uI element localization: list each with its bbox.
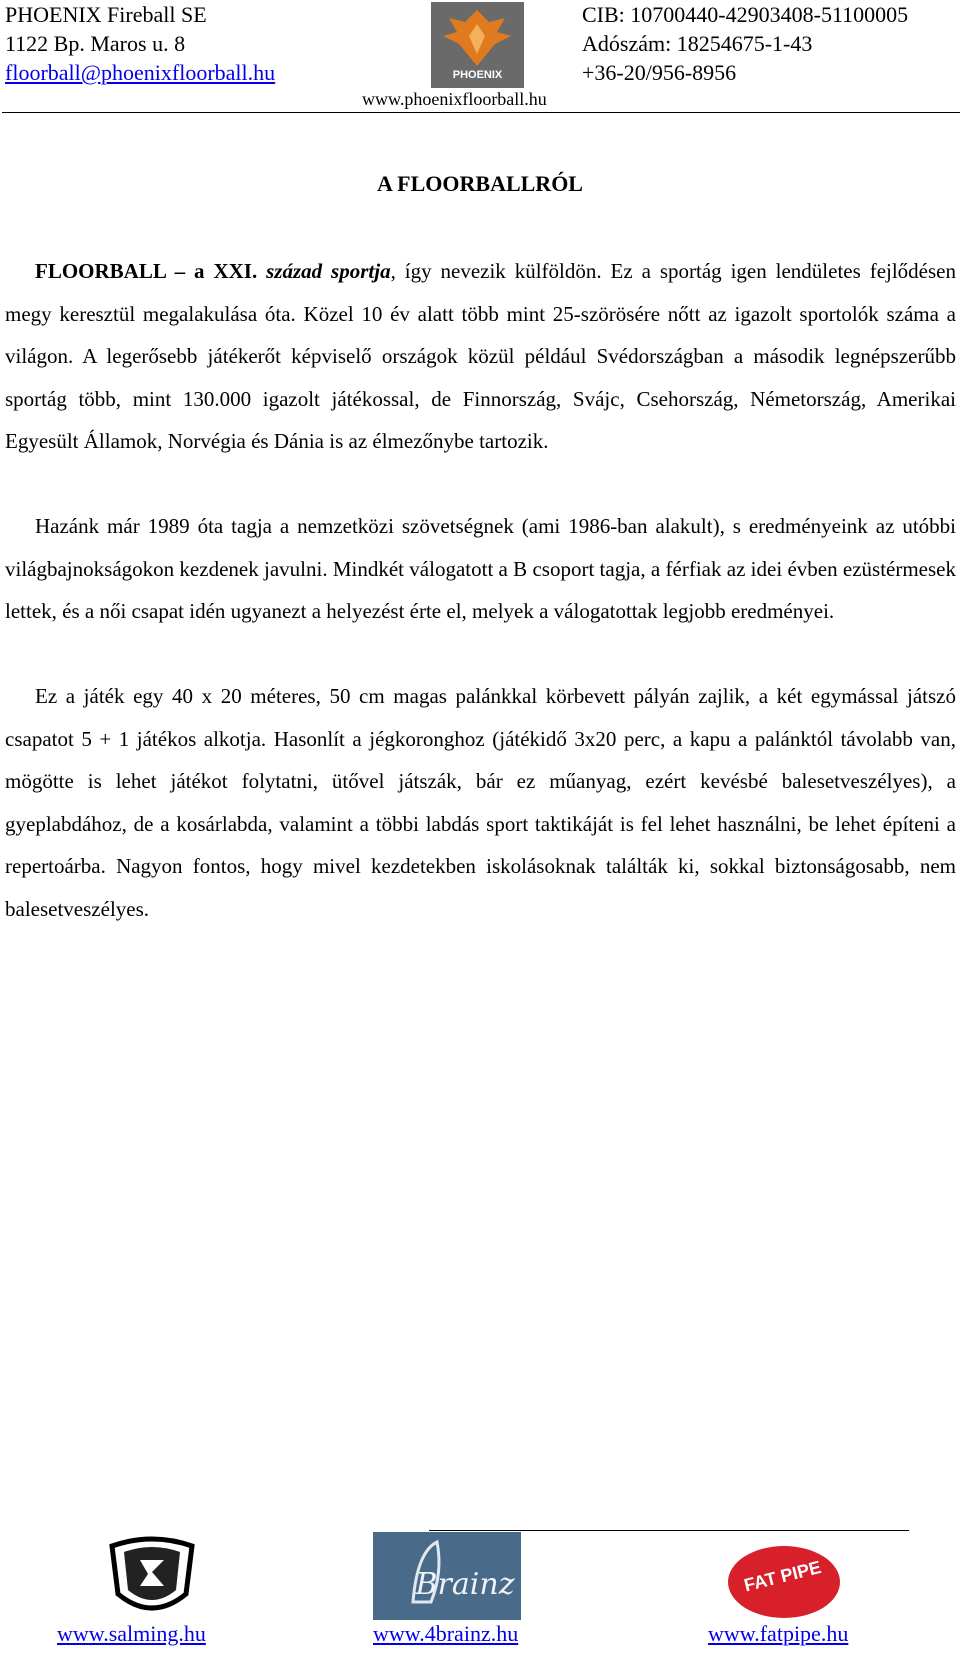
- p1-bold-lead: FLOORBALL – a XXI.: [35, 259, 258, 283]
- org-address: 1122 Bp. Maros u. 8: [5, 31, 186, 56]
- org-email-link[interactable]: floorball@phoenixfloorball.hu: [5, 60, 276, 85]
- phone-number: +36-20/956-8956: [582, 60, 737, 85]
- phoenix-logo: [431, 2, 524, 88]
- page-title: A FLOORBALLRÓL: [377, 171, 583, 196]
- paragraph-2: Hazánk már 1989 óta tagja a nemzetközi szövetségnek (ami 1986-ban alakult), s eredményeink az utóbbi világbajnokságokon kezdenek javulni. Mindkét válogatott a B csoport tagja, a férfiak az idei évben ezüstérmesek lettek, és a női csapat idén ugyanezt a helyezést érte el, melyek a válogatottak legjobb eredményei.: [5, 514, 956, 623]
- 4brainz-logo-text: Brainz: [415, 1567, 515, 1602]
- 4brainz-link[interactable]: www.4brainz.hu: [373, 1621, 519, 1646]
- p1-bold-italic: század sportja: [266, 259, 391, 283]
- website-text: www.phoenixfloorball.hu: [362, 89, 547, 109]
- footer-divider: [429, 1530, 909, 1531]
- phoenix-logo-text: PHOENIX: [452, 69, 503, 81]
- paragraph-3: Ez a játék egy 40 x 20 méteres, 50 cm magas palánkkal körbevett pályán zajlik, a két egymással játszó csapatot 5 + 1 játékos alkotja. Hasonlít a jégkoronghoz (játékidő 3x20 perc, a kapu a palánktól távolabb van, mögötte is lehet játékot folytatni, ütővel játszák, bár ez műanyag, ezért kevésbé balesetveszélyes), a gyeplabdához, de a kosárlabda, valamint a többi labdás sport taktikáját is fel lehet használni, be lehet építeni a repertoárba. Nagyon fontos, hogy mivel kezdetekben iskolásoknak találták ki, sokkal biztonságosabb, nem balesetveszélyes.: [5, 684, 956, 921]
- article-body: [5, 250, 956, 973]
- header-divider: [2, 112, 960, 113]
- tax-number: Adószám: 18254675-1-43: [582, 31, 813, 56]
- header-finance-block: [582, 0, 908, 87]
- salming-link[interactable]: www.salming.hu: [57, 1621, 206, 1646]
- paragraph-1: [5, 250, 956, 463]
- 4brainz-logo: [373, 1532, 521, 1620]
- fatpipe-logo: [722, 1532, 846, 1622]
- fatpipe-logo-text: FAT PIPE: [741, 1556, 824, 1596]
- bank-account: CIB: 10700440-42903408-51100005: [582, 2, 909, 27]
- org-name: PHOENIX Fireball SE: [5, 2, 207, 27]
- p1-text: , így nevezik külföldön. Ez a sportág igen lendületes fejlődésen megy keresztül megalakulása óta. Közel 10 év alatt több mint 25-szörösére nőtt az igazolt sportolók száma a világon. A legerősebb játékerőt képviselő országok közül például Svédországban a második legnépszerűbb sportág több, mint 130.000 igazolt játékossal, de Finnország, Svájc, Csehország, Németország, Amerikai Egyesült Államok, Norvégia és Dánia is az élmezőnybe tartozik.: [5, 259, 956, 453]
- fatpipe-link[interactable]: www.fatpipe.hu: [708, 1621, 849, 1646]
- header-org-block: [5, 0, 275, 87]
